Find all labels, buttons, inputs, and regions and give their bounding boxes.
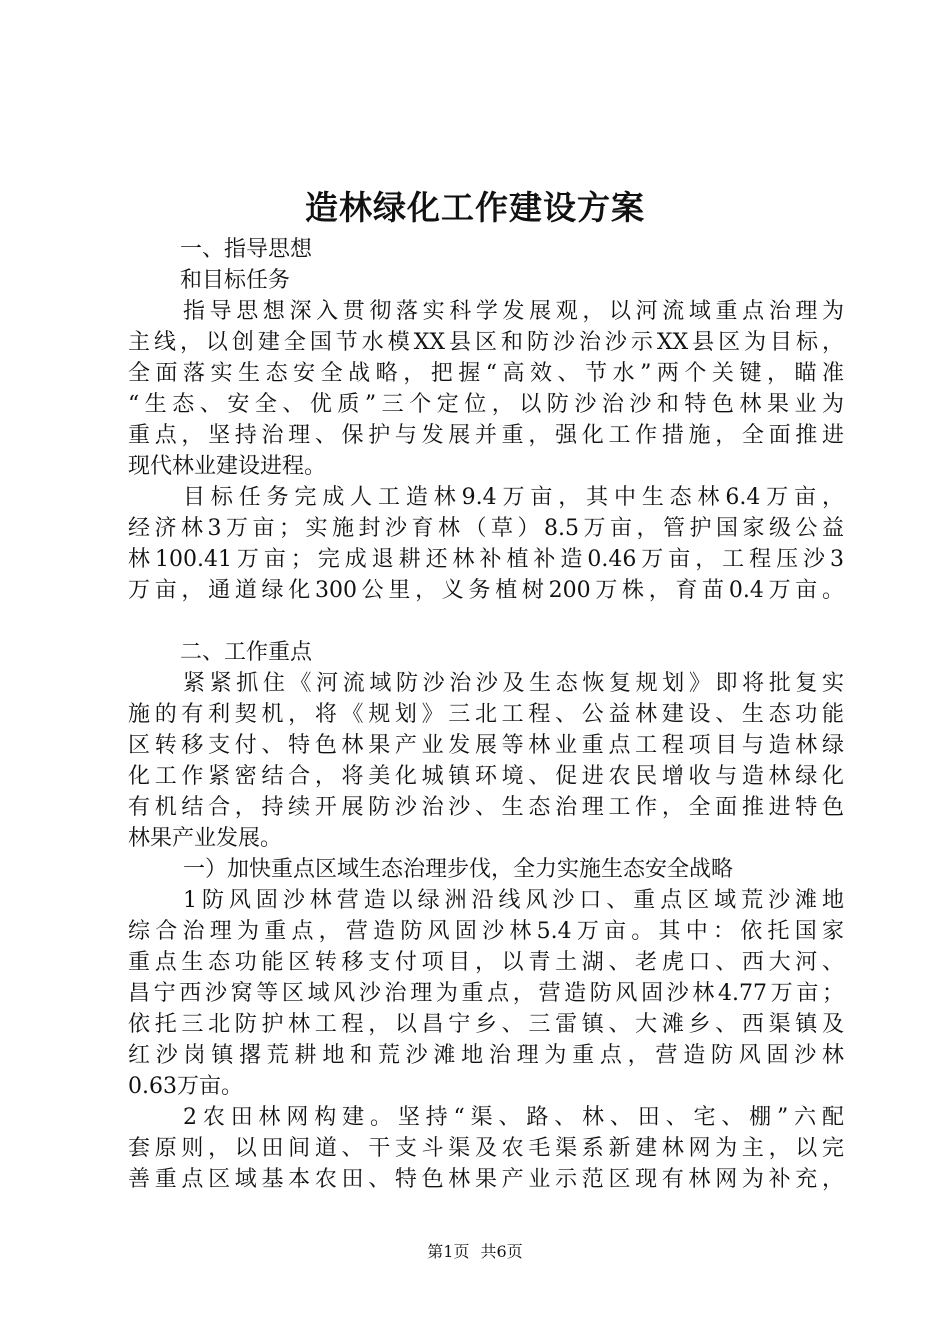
text-line: 二、工作重点 bbox=[180, 640, 313, 665]
text-line: 主线，以创建全国节水模XX县区和防沙治沙示XX县区为目标， bbox=[128, 330, 844, 355]
text-line: 现代林业建设进程。 bbox=[128, 454, 327, 479]
text-line: 红沙岗镇撂荒耕地和荒沙滩地治理为重点，营造防风固沙林 bbox=[128, 1043, 844, 1068]
text-line: “生态、安全、优质”三个定位，以防沙治沙和特色林果业为 bbox=[128, 392, 844, 417]
text-line: 经济林3万亩；实施封沙育林（草）8.5万亩，管护国家级公益 bbox=[128, 516, 844, 541]
text-line: 林果产业发展。 bbox=[128, 826, 283, 851]
page-number: 第1页 bbox=[427, 1242, 470, 1261]
document-title: 造林绿化工作建设方案 bbox=[305, 188, 645, 227]
text-line: 重点生态功能区转移支付项目，以青土湖、老虎口、西大河、 bbox=[128, 950, 844, 975]
text-line: 一、指导思想 bbox=[180, 237, 313, 262]
text-line: 套原则，以田间道、干支斗渠及农毛渠系新建林网为主，以完 bbox=[128, 1136, 844, 1161]
text-line: 和目标任务 bbox=[180, 268, 291, 293]
text-line: 紧紧抓住《河流域防沙治沙及生态恢复规划》即将批复实 bbox=[183, 671, 844, 696]
text-line: 依托三北防护林工程，以昌宁乡、三雷镇、大滩乡、西渠镇及 bbox=[128, 1012, 844, 1037]
text-line: 化工作紧密结合，将美化城镇环境、促进农民增收与造林绿化 bbox=[128, 764, 844, 789]
text-line: 区转移支付、特色林果产业发展等林业重点工程项目与造林绿 bbox=[128, 733, 844, 758]
text-line: 2农田林网构建。坚持“渠、路、林、田、宅、棚”六配 bbox=[183, 1105, 844, 1130]
page-footer bbox=[0, 1240, 950, 1264]
text-line: 万亩，通道绿化300公里，义务植树200万株，育苗0.4万亩。 bbox=[128, 578, 844, 603]
text-line: 林100.41万亩；完成退耕还林补植补造0.46万亩，工程压沙3 bbox=[128, 547, 844, 572]
text-line: 0.63万亩。 bbox=[128, 1074, 243, 1099]
text-line: 施的有利契机，将《规划》三北工程、公益林建设、生态功能 bbox=[128, 702, 844, 727]
text-line: 综合治理为重点，营造防风固沙林5.4万亩。其中：依托国家 bbox=[128, 919, 844, 944]
text-line: 1防风固沙林营造以绿洲沿线风沙口、重点区域荒沙滩地 bbox=[183, 888, 844, 913]
text-line: 重点，坚持治理、保护与发展并重，强化工作措施，全面推进 bbox=[128, 423, 844, 448]
text-line: 目标任务完成人工造林9.4万亩，其中生态林6.4万亩， bbox=[183, 485, 844, 510]
text-line: 昌宁西沙窝等区域风沙治理为重点，营造防风固沙林4.77万亩； bbox=[128, 981, 844, 1006]
text-line: 全面落实生态安全战略，把握“高效、节水”两个关键，瞄准 bbox=[128, 361, 844, 386]
text-line: 指导思想深入贯彻落实科学发展观，以河流域重点治理为 bbox=[183, 299, 844, 324]
text-line: 有机结合，持续开展防沙治沙、生态治理工作，全面推进特色 bbox=[128, 795, 844, 820]
page-total: 共6页 bbox=[480, 1242, 523, 1261]
text-line: 一）加快重点区域生态治理步伐，全力实施生态安全战略 bbox=[183, 857, 734, 882]
text-line: 善重点区域基本农田、特色林果产业示范区现有林网为补充， bbox=[128, 1167, 844, 1192]
document-body bbox=[128, 234, 844, 1195]
blank-line bbox=[128, 606, 844, 637]
